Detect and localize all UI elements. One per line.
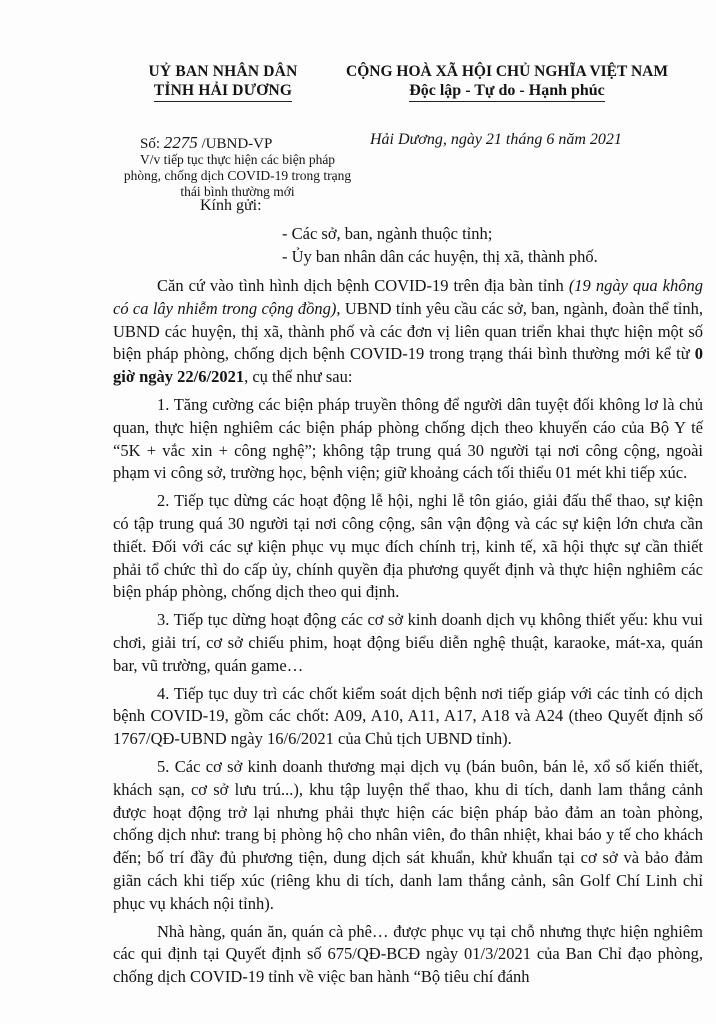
intro-paragraph — [113, 275, 703, 389]
date-prefix: Hải Dương, ngày — [370, 131, 482, 148]
document-body — [113, 275, 703, 992]
issue-date — [370, 131, 622, 149]
intro-text-3: , UBND tỉnh yêu cầu các sở, ban, ngành, đoàn thể tỉnh, UBND các huyện, thị xã, thành phố và các đơn vị liên quan triển khai thực hiện một số biện pháp phòng, chống dịch bệnh COVID-19 trong trạng thái bình thường mới kể từ — [113, 298, 703, 364]
measure-item-1: 1. Tăng cường các biện pháp truyền thông để người dân tuyệt đối không lơ là chủ quan, thực hiện nghiêm các biện pháp phòng chống dịch theo khuyến cáo của Bộ Y tế “5K + vắc xin + công nghệ”; không tập trung quá 30 người tại nơi công cộng, ngoài phạm vi công sở, trường học, bệnh viện; giữ khoảng cách tối thiểu 01 mét khi tiếp xúc. — [113, 394, 703, 483]
issuing-agency-header — [118, 62, 328, 102]
measure-item-3: 3. Tiếp tục dừng hoạt động các cơ sở kinh doanh dịch vụ không thiết yếu: khu vui chơi, giải trí, cơ sở chiếu phim, hoạt động biểu diễn nghệ thuật, karaoke, mát-xa, quán bar, vũ trường, quán game… — [113, 610, 703, 675]
salutation: Kính gửi: — [200, 197, 262, 214]
recipient-list — [282, 222, 598, 268]
number-suffix: /UBND-VP — [201, 136, 273, 152]
number-value: 2275 — [163, 133, 198, 152]
measure-item-5: 5. Các cơ sở kinh doanh thương mại dịch vụ (bán buôn, bán lẻ, xổ số kiến thiết, khách sạn, cơ sở lưu trú...), khu tập luyện thể thao, khu di tích, danh lam thắng cảnh được hoạt động trở lại nhưng phải thực hiện các biện pháp bảo đảm an toàn phòng, chống dịch như: trang bị phòng hộ cho nhân viên, đo thân nhiệt, khai báo y tế cho khách đến; bố trí đầy đủ phương tiện, dung dịch sát khuẩn, khử khuẩn tại cơ sở và bảo đảm giãn cách khi tiếp xúc (riêng khu di tích, danh lam thắng cảnh, sân Golf Chí Linh chỉ phục vụ khách nội tỉnh). — [113, 756, 703, 913]
nation-motto: Độc lập - Tự do - Hạnh phúc — [409, 81, 605, 102]
agency-line-2: TỈNH HẢI DƯƠNG — [154, 81, 292, 102]
document-subject: V/v tiếp tục thực hiện các biện pháp phòng, chống dịch COVID-19 trong trạng thái bình thường mới — [123, 152, 352, 199]
nation-title: CỘNG HOÀ XÃ HỘI CHỦ NGHĨA VIỆT NAM — [346, 63, 668, 80]
date-suffix: tháng 6 năm 2021 — [505, 131, 622, 148]
intro-text-bold: 0 giờ ngày 22/6/2021 — [113, 344, 703, 387]
national-header — [322, 62, 692, 102]
intro-text-italic: (19 ngày qua không có ca lây nhiễm trong cộng đồng) — [113, 276, 703, 318]
measure-item-5-continued: Nhà hàng, quán ăn, quán cà phê… được phục vụ tại chỗ nhưng thực hiện nghiêm các qui định tại Quyết định số 675/QĐ-BCĐ ngày 01/3/2021 của Ban Chỉ đạo phòng, chống dịch COVID-19 tỉnh về việc ban hành “Bộ tiêu chí đánh — [113, 921, 703, 987]
document-number — [140, 133, 272, 153]
measure-item-4: 4. Tiếp tục duy trì các chốt kiểm soát dịch bệnh nơi tiếp giáp với các tỉnh có dịch bệnh COVID-19, gồm các chốt: A09, A10, A11, A17, A18 và A24 (theo Quyết định số 1767/QĐ-UBND ngày 16/6/2021 của Chủ tịch UBND tỉnh). — [113, 683, 703, 749]
number-prefix: Số: — [140, 136, 161, 152]
agency-line-1: UỶ BAN NHÂN DÂN — [148, 63, 298, 80]
intro-text-5: , cụ thể như sau: — [244, 367, 353, 387]
recipient-item: - Ủy ban nhân dân các huyện, thị xã, thành phố. — [282, 247, 598, 266]
intro-text-1: Căn cứ vào tình hình dịch bệnh COVID-19 trên địa bàn tỉnh — [157, 276, 569, 295]
date-day: 21 — [485, 131, 502, 148]
measure-item-2: 2. Tiếp tục dừng các hoạt động lễ hội, nghi lễ tôn giáo, giải đấu thể thao, sự kiện có tập trung quá 30 người tại nơi công cộng, sân vận động và các sự kiện lớn chưa cần thiết. Đối với các sự kiện phục vụ mục đích chính trị, kinh tế, xã hội thực sự cần thiết phải tổ chức thì do cấp ủy, chính quyền địa phương quyết định và thực hiện nghiêm các biện pháp phòng, chống dịch theo qui định. — [113, 491, 703, 602]
recipient-item: - Các sở, ban, ngành thuộc tỉnh; — [282, 224, 493, 243]
